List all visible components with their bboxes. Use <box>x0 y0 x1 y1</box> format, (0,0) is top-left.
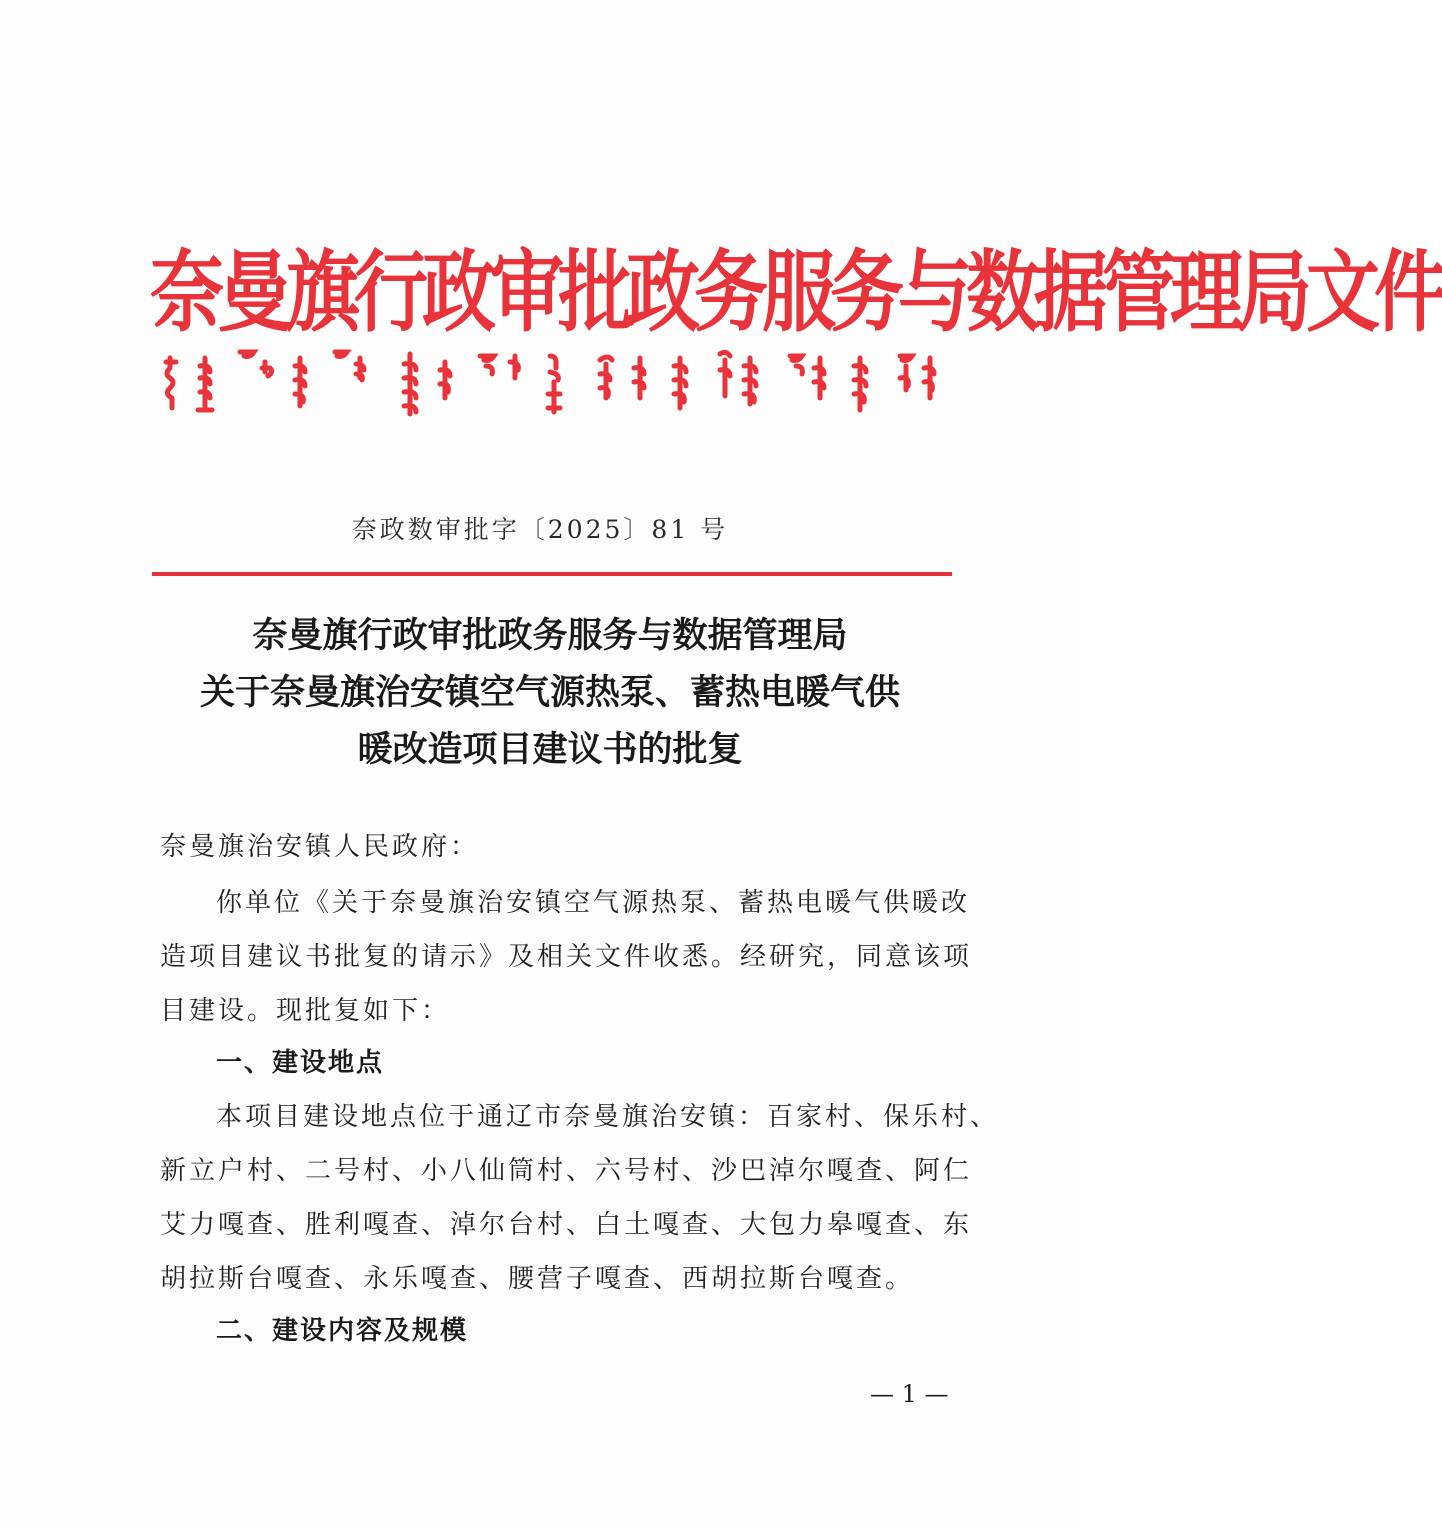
section-2-heading: 二、建设内容及规模 <box>216 1316 469 1346</box>
document-number: 奈政数审批字〔2025〕81 号 <box>351 515 729 544</box>
paragraph-1-line-3: 目建设。现批复如下： <box>160 996 451 1026</box>
section-1-heading: 一、建设地点 <box>216 1048 385 1078</box>
red-header-title: 奈曼旗行政审批政务服务与数据管理局文件 <box>150 241 1442 345</box>
section-1-line-2: 新立户村、二号村、小八仙筒村、六号村、沙巴淖尔嘎查、阿仁 <box>160 1156 973 1186</box>
section-1-line-1: 本项目建设地点位于通辽市奈曼旗治安镇：百家村、保乐村、 <box>216 1102 1000 1132</box>
paragraph-1-line-1: 你单位《关于奈曼旗治安镇空气源热泵、蓄热电暖气供暖改 <box>216 888 971 918</box>
title-line-1: 奈曼旗行政审批政务服务与数据管理局 <box>252 616 848 656</box>
red-divider <box>152 572 952 576</box>
title-line-3: 暖改造项目建议书的批复 <box>357 730 743 770</box>
mongolian-script-logo <box>150 348 940 428</box>
document-title <box>120 608 980 779</box>
paragraph-1-line-2: 造项目建议书批复的请示》及相关文件收悉。经研究，同意该项 <box>160 942 973 972</box>
page-number: — 1 — <box>870 1380 949 1408</box>
section-1-line-4: 胡拉斯台嘎查、永乐嘎查、腰营子嘎查、西胡拉斯台嘎查。 <box>160 1264 915 1294</box>
addressee: 奈曼旗治安镇人民政府： <box>160 832 480 862</box>
section-1-line-3: 艾力嘎查、胜利嘎查、淖尔台村、白土嘎查、大包力皋嘎查、东 <box>160 1210 973 1240</box>
title-line-2: 关于奈曼旗治安镇空气源热泵、蓄热电暖气供 <box>199 673 900 713</box>
